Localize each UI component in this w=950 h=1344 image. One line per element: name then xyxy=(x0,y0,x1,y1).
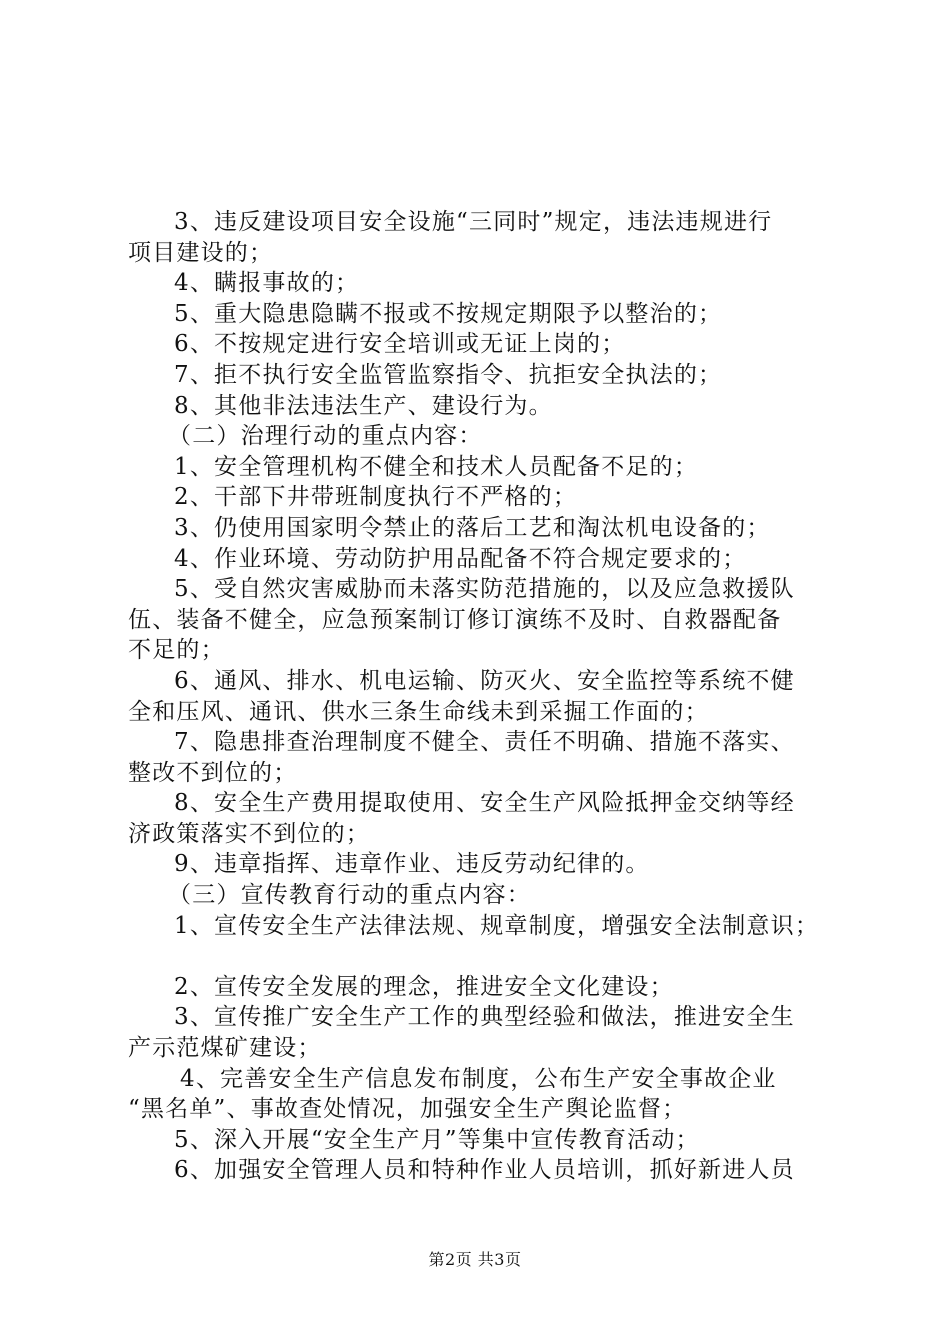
paragraph-gov-item-1 xyxy=(128,452,840,483)
text-line: 6、不按规定进行安全培训或无证上岗的； xyxy=(174,331,626,358)
paragraph-edu-item-2 xyxy=(128,972,840,1003)
paragraph-item-7-refusal xyxy=(128,360,840,391)
section-heading-education xyxy=(128,880,840,911)
page-number-footer: 第2页 共3页 xyxy=(428,1250,522,1269)
paragraph-gov-item-3 xyxy=(128,513,840,544)
text-line: 1、安全管理机构不健全和技术人员配备不足的； xyxy=(174,453,699,480)
paragraph-edu-item-5 xyxy=(128,1125,840,1156)
text-line: 3、仍使用国家明令禁止的落后工艺和淘汰机电设备的； xyxy=(174,514,771,541)
text-line: 9、违章指挥、违章作业、违反劳动纪律的。 xyxy=(174,851,650,878)
text-line: 1、宣传安全生产法律法规、规章制度，增强安全法制意识； xyxy=(174,912,820,939)
text-line: 5、深入开展“安全生产月”等集中宣传教育活动； xyxy=(174,1126,700,1153)
paragraph-item-4-concealment xyxy=(128,268,840,299)
paragraph-gov-item-7 xyxy=(128,727,840,788)
text-line: 整改不到位的； xyxy=(128,759,298,786)
text-line: 5、受自然灾害威胁而未落实防范措施的，以及应急救援队 xyxy=(174,576,795,603)
text-line: 3、宣传推广安全生产工作的典型经验和做法，推进安全生 xyxy=(174,1004,795,1031)
paragraph-gov-item-8 xyxy=(128,788,840,849)
text-line: 4、瞒报事故的； xyxy=(174,270,360,297)
text-line: 7、拒不执行安全监管监察指令、抗拒安全执法的； xyxy=(174,361,723,388)
text-line: （二）治理行动的重点内容： xyxy=(168,423,483,450)
paragraph-edu-item-6 xyxy=(128,1155,840,1186)
text-line: 8、其他非法违法生产、建设行为。 xyxy=(174,392,553,419)
document-body xyxy=(128,207,840,1186)
paragraph-item-6-training xyxy=(128,329,840,360)
text-line: 6、通风、排水、机电运输、防灭火、安全监控等系统不健 xyxy=(174,667,795,694)
paragraph-item-8-other xyxy=(128,391,840,422)
text-line: 4、完善安全生产信息发布制度，公布生产安全事故企业 xyxy=(180,1065,777,1092)
text-line: 6、加强安全管理人员和特种作业人员培训，抓好新进人员 xyxy=(174,1157,795,1184)
text-line: （三）宣传教育行动的重点内容： xyxy=(168,882,531,909)
text-line: 2、干部下井带班制度执行不严格的； xyxy=(174,484,578,511)
text-line: 全和压风、通讯、供水三条生命线未到采掘工作面的； xyxy=(128,698,709,725)
paragraph-gov-item-9 xyxy=(128,849,840,880)
section-heading-governance xyxy=(128,421,840,452)
text-line: 4、作业环境、劳动防护用品配备不符合规定要求的； xyxy=(174,545,747,572)
text-line: 7、隐患排查治理制度不健全、责任不明确、措施不落实、 xyxy=(174,729,795,756)
paragraph-edu-item-1 xyxy=(128,911,840,972)
paragraph-gov-item-2 xyxy=(128,482,840,513)
text-line: 产示范煤矿建设； xyxy=(128,1035,322,1062)
text-line: 3、违反建设项目安全设施“三同时”规定，违法违规进行 xyxy=(174,209,773,235)
paragraph-edu-item-3 xyxy=(128,1002,840,1063)
paragraph-gov-item-4 xyxy=(128,544,840,575)
text-line: 不足的； xyxy=(128,637,225,664)
paragraph-item-5-hazard xyxy=(128,299,840,330)
paragraph-gov-item-5 xyxy=(128,574,840,666)
text-line: 济政策落实不到位的； xyxy=(128,820,370,847)
text-line: 伍、装备不健全，应急预案制订修订演练不及时、自救器配备 xyxy=(128,606,782,633)
text-line: 8、安全生产费用提取使用、安全生产风险抵押金交纳等经 xyxy=(174,790,795,817)
paragraph-edu-item-4 xyxy=(128,1064,840,1125)
paragraph-gov-item-6 xyxy=(128,666,840,727)
text-line: 项目建设的； xyxy=(128,239,274,266)
paragraph-item-3-violation xyxy=(128,207,840,268)
text-line: “黑名单”、事故查处情况，加强安全生产舆论监督； xyxy=(128,1096,687,1123)
text-line: 2、宣传安全发展的理念，推进安全文化建设； xyxy=(174,973,674,1000)
blank-line xyxy=(128,941,840,972)
text-line: 5、重大隐患隐瞒不报或不按规定期限予以整治的； xyxy=(174,300,723,327)
